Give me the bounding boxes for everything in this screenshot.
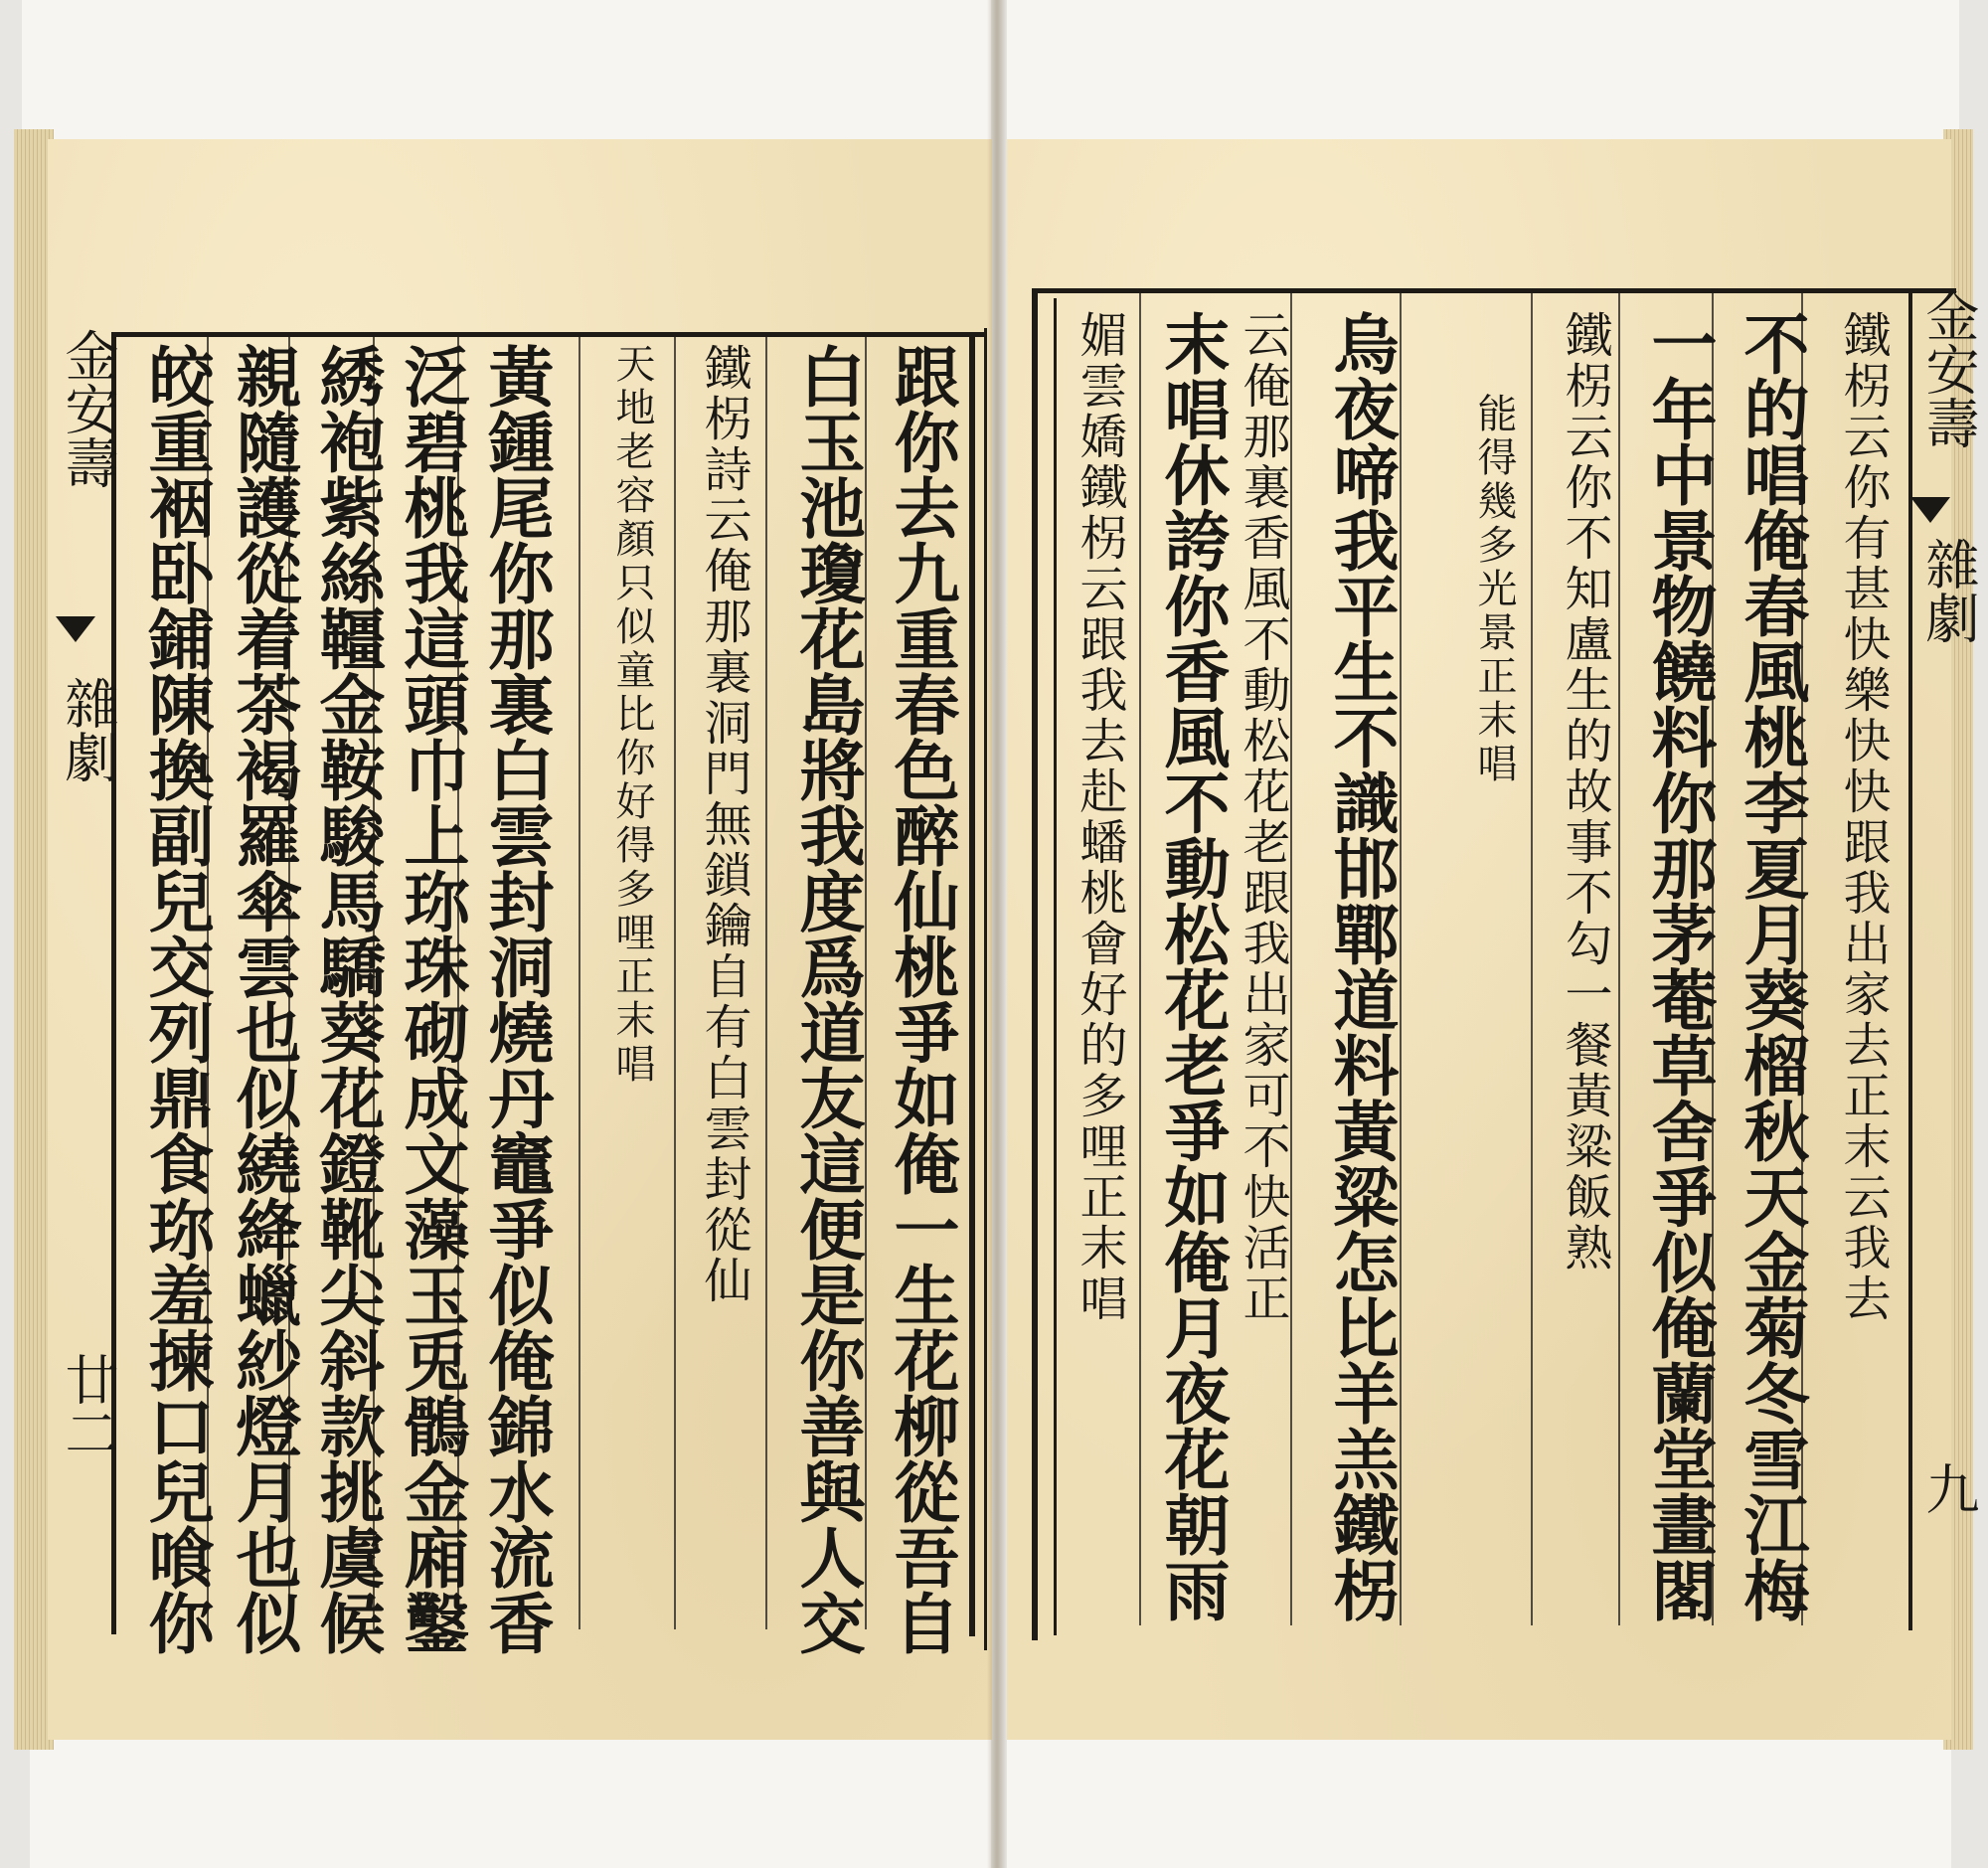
right-text-column: 末唱休誇你香風不動松花老爭如俺月夜花朝雨 bbox=[1153, 310, 1231, 1622]
right-margin-number: 九 bbox=[1917, 1461, 1980, 1515]
right-page-top-edge bbox=[1007, 0, 1959, 139]
left-page-bottom-edge bbox=[30, 1738, 991, 1868]
right-frame-divider bbox=[1908, 288, 1912, 1630]
right-text-column: 能得幾多光景正末唱 bbox=[1471, 393, 1517, 786]
left-frame-divider bbox=[969, 332, 975, 1636]
left-text-column: 親隨護從着茶褐羅傘雲也似繞絳蠟紗燈月也似 bbox=[225, 343, 302, 1655]
right-text-column: 云俺那裏香風不動松花老跟我出家可不快活正 bbox=[1235, 310, 1290, 1324]
left-text-column: 鐵柺詩云俺那裏洞門無鎖鑰自有白雲封從仙 bbox=[696, 343, 751, 1306]
right-column-rule bbox=[1531, 293, 1533, 1625]
right-fold-mark bbox=[1910, 497, 1950, 523]
left-frame-top bbox=[111, 332, 984, 337]
left-text-column: 白玉池瓊花島將我度爲道友這便是你善與人交 bbox=[788, 343, 866, 1655]
right-text-column: 鐵柺云你有甚快樂快快跟我出家去正末云我去 bbox=[1835, 310, 1891, 1324]
right-margin-section: 雜劇 bbox=[1917, 537, 1980, 644]
right-text-column: 烏夜啼我平生不識邯鄲道料黃粱怎比羊羔鐵柺 bbox=[1322, 310, 1400, 1622]
right-frame-left bbox=[1032, 288, 1038, 1640]
left-text-column: 跟你去九重春色醉仙桃爭如俺一生花柳從吾自 bbox=[883, 343, 960, 1655]
left-text-column: 皎重裀卧鋪陳換副兒交列鼎食珎羞揀口兒喰你 bbox=[137, 343, 215, 1655]
left-column-rule bbox=[674, 337, 676, 1629]
left-margin-title: 金安壽 bbox=[57, 328, 119, 489]
left-margin-number: 廿二 bbox=[57, 1352, 119, 1459]
left-text-column: 泛碧桃我這頭巾上珎珠砌成文藻玉兎鶻金廂鑿 bbox=[393, 343, 470, 1655]
right-text-column: 鐵柺云你不知盧生的故事不勾一餐黃粱飯熟 bbox=[1557, 310, 1612, 1274]
left-text-column: 黃鍾尾你那裏白雲封洞燒丹竈爭似俺錦水流香 bbox=[477, 343, 555, 1655]
left-text-column: 天地老容顏只似童比你好得多哩正末唱 bbox=[609, 343, 655, 1087]
right-frame-inner-left bbox=[1054, 298, 1057, 1635]
left-margin-section: 雜劇 bbox=[57, 676, 119, 783]
left-column-rule bbox=[579, 337, 580, 1629]
right-text-column: 媚雲嬌鐵柺云跟我去赴蟠桃會好的多哩正末唱 bbox=[1072, 310, 1127, 1324]
left-page-top-edge bbox=[22, 0, 991, 139]
right-text-column: 一年中景物饒料你那茅菴草舍爭似俺蘭堂畫閣 bbox=[1640, 310, 1718, 1622]
left-text-column: 綉袍紫絲韁金鞍駿馬驕葵花鐙靴尖斜款挑虞候 bbox=[308, 343, 386, 1655]
left-frame-right bbox=[984, 328, 987, 1650]
right-page-bottom-edge bbox=[1007, 1738, 1951, 1868]
spine-gutter bbox=[987, 0, 1007, 1868]
right-frame-top bbox=[1032, 288, 1956, 293]
right-margin-title: 金安壽 bbox=[1917, 288, 1980, 449]
left-column-rule bbox=[765, 337, 767, 1629]
left-fold-mark bbox=[56, 616, 95, 642]
right-text-column: 不的唱俺春風桃李夏月葵榴秋天金菊冬雪江梅 bbox=[1733, 310, 1810, 1622]
right-column-rule bbox=[1139, 293, 1141, 1625]
